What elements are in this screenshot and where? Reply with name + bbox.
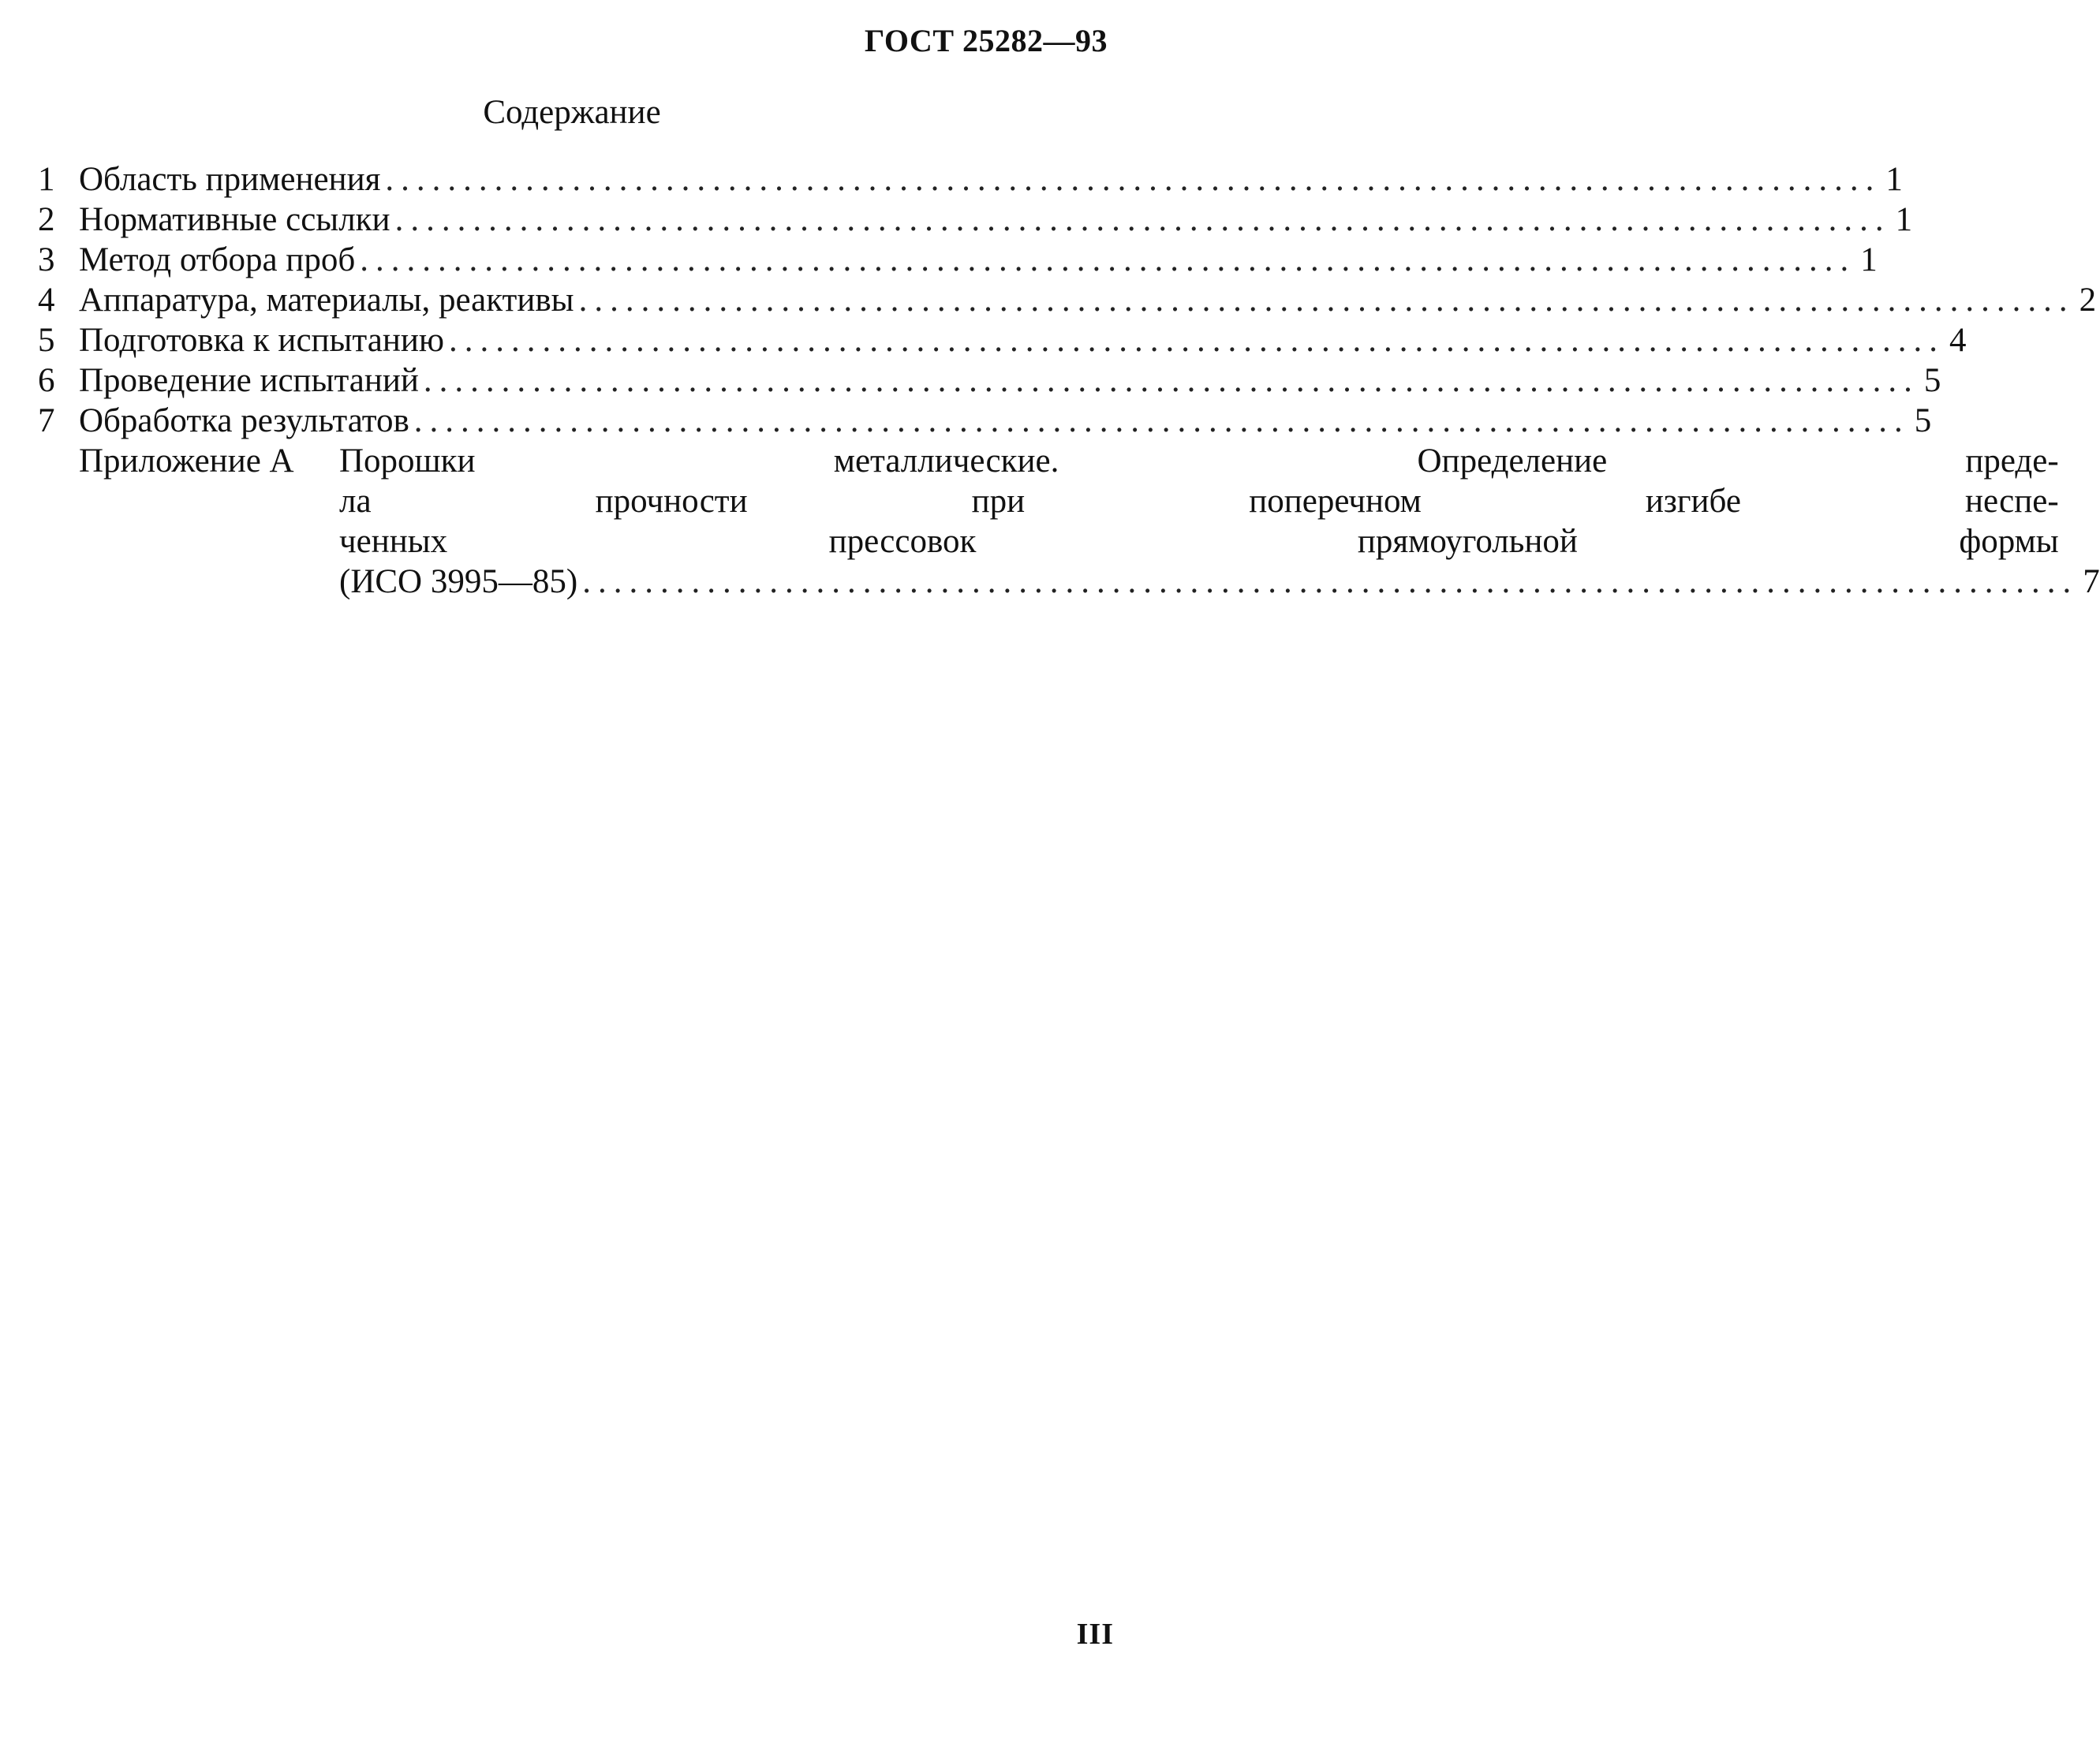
- dot-leader: ................................................................................................: [423, 362, 1919, 399]
- toc-entry-page: 1: [1860, 241, 1878, 278]
- dot-leader: ................................................................................................: [578, 282, 2075, 319]
- toc-entry-text: Обработка результатов: [79, 402, 409, 439]
- toc-entry-text: Аппаратура, материалы, реактивы: [79, 282, 574, 319]
- toc-entry-text: Нормативные ссылки: [79, 201, 390, 238]
- toc-entry-number: 1: [38, 161, 55, 198]
- toc-entry-number: 6: [38, 362, 55, 399]
- appendix-iso-reference: (ИСО 3995—85): [339, 563, 578, 600]
- toc-entry-page: 5: [1923, 362, 1941, 399]
- dot-leader: ................................................................................................: [394, 201, 1891, 238]
- toc-title: Содержание: [483, 94, 661, 131]
- dot-leader: ................................................................................................: [449, 322, 1945, 359]
- page-number: III: [1076, 1618, 1114, 1651]
- toc-entry-page: 4: [1949, 322, 1967, 359]
- toc-entry-page: 5: [1914, 402, 1932, 439]
- toc-entry-number: 5: [38, 322, 55, 359]
- toc-entry[interactable]: [38, 159, 1903, 200]
- dot-leader: ................................................................................................: [360, 241, 1856, 278]
- toc-entry-number: 7: [38, 402, 55, 439]
- appendix-page: 7: [2083, 563, 2100, 600]
- toc-entry-page: 1: [1895, 201, 1913, 238]
- appendix-label: Приложение А: [79, 442, 294, 480]
- appendix-title-line: ла прочности при поперечном изгибе неспе-: [339, 483, 2059, 520]
- standard-code-header: ГОСТ 25282—93: [864, 23, 1108, 58]
- toc-entry-text: Метод отбора проб: [79, 241, 356, 278]
- appendix-title-line: Порошки металлические. Определение преде-: [339, 442, 2059, 480]
- appendix-title-last-line: [339, 562, 2100, 602]
- dot-leader: ................................................................................................: [385, 161, 1881, 198]
- toc-entry[interactable]: [38, 240, 1878, 280]
- dot-leader: ................................................................................................: [413, 402, 1910, 439]
- toc-entry-text: Проведение испытаний: [79, 362, 419, 399]
- toc-entry[interactable]: [38, 360, 1941, 401]
- appendix-title: [339, 441, 2100, 602]
- dot-leader: ................................................................................................: [582, 563, 2079, 600]
- toc-entry[interactable]: [38, 320, 1967, 360]
- toc-appendix-entry[interactable]: [79, 441, 2100, 602]
- toc-entry-text: Область применения: [79, 161, 381, 198]
- table-of-contents: [38, 159, 2100, 602]
- toc-entry-page: 1: [1885, 161, 1903, 198]
- toc-entry[interactable]: [38, 280, 2097, 320]
- toc-entry-text: Подготовка к испытанию: [79, 322, 444, 359]
- toc-entry-number: 4: [38, 282, 55, 319]
- toc-entry-page: 2: [2079, 282, 2097, 319]
- appendix-title-line: ченных прессовок прямоугольной формы: [339, 523, 2059, 560]
- toc-entry[interactable]: [38, 200, 1913, 240]
- toc-entry[interactable]: [38, 401, 1932, 441]
- toc-entry-number: 3: [38, 241, 55, 278]
- toc-entry-number: 2: [38, 201, 55, 238]
